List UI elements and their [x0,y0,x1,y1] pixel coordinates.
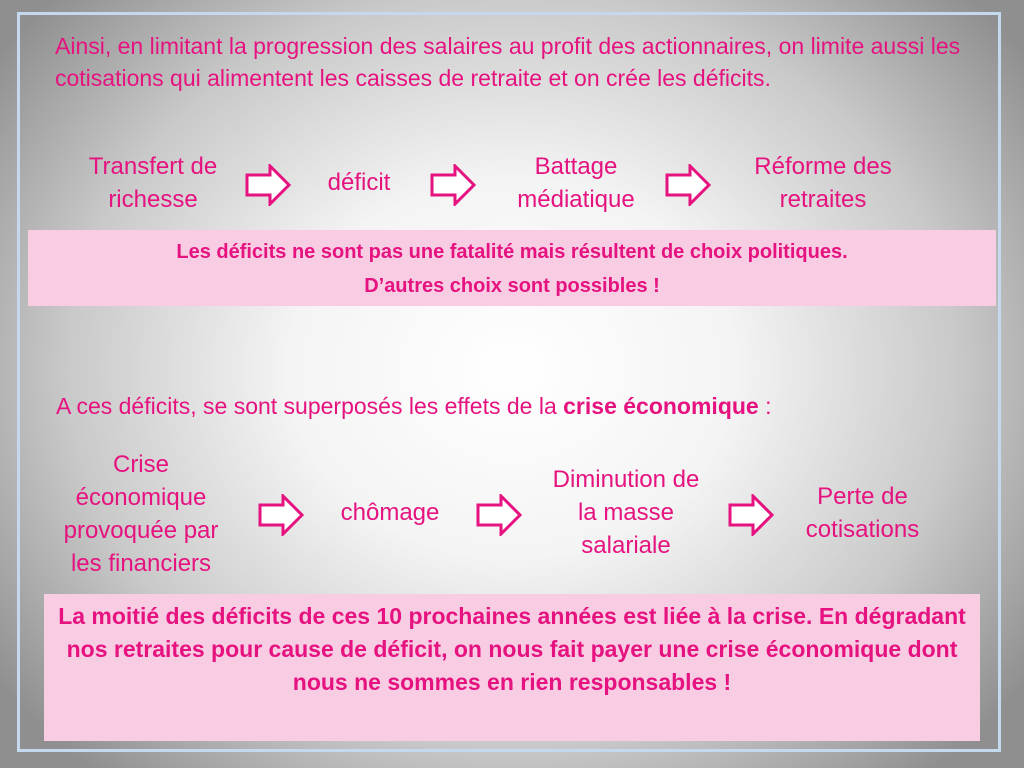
flow2-step-wages: Diminution de la masse salariale [552,466,700,559]
flow1-step-media: Battage médiatique [517,153,635,213]
subtitle-suffix: : [758,393,772,419]
conclusion-1-line-1: Les déficits ne sont pas une fatalité mais résultent de choix politiques. [176,241,848,263]
right-arrow-icon [245,164,291,206]
flow1-step-deficit: déficit [327,169,391,196]
right-arrow-icon [665,164,711,206]
conclusion-1-line-2: D’autres choix sont possibles ! [364,275,660,297]
flow2-step-unemployment: chômage [340,499,440,526]
right-arrow-icon [430,164,476,206]
crisis-subtitle [56,393,772,420]
subtitle-emphasis: crise économique [563,393,759,419]
intro-paragraph: Ainsi, en limitant la progression des salaires au profit des actionnaires, on limite aussi les cotisations qui alimentent les caisses de retraite et on crée les déficits. [55,33,961,91]
flow2-step-crisis: Crise économique provoquée par les financiers [63,451,219,577]
conclusion-box-2: La moitié des déficits de ces 10 prochaines années est liée à la crise. En dégradant nos retraites pour cause de déficit, on nous fait payer une crise économique dont nous ne sommes en rien responsables ! [44,594,980,741]
right-arrow-icon [728,494,774,536]
subtitle-prefix: A ces déficits, se sont superposés les effets de la [56,393,564,419]
right-arrow-icon [476,494,522,536]
flow1-step-reform: Réforme des retraites [754,153,892,213]
flow2-step-contributions: Perte de cotisations [805,483,920,543]
flow1-step-transfer: Transfert de richesse [88,153,218,213]
right-arrow-icon [258,494,304,536]
conclusion-box-1 [28,230,996,306]
